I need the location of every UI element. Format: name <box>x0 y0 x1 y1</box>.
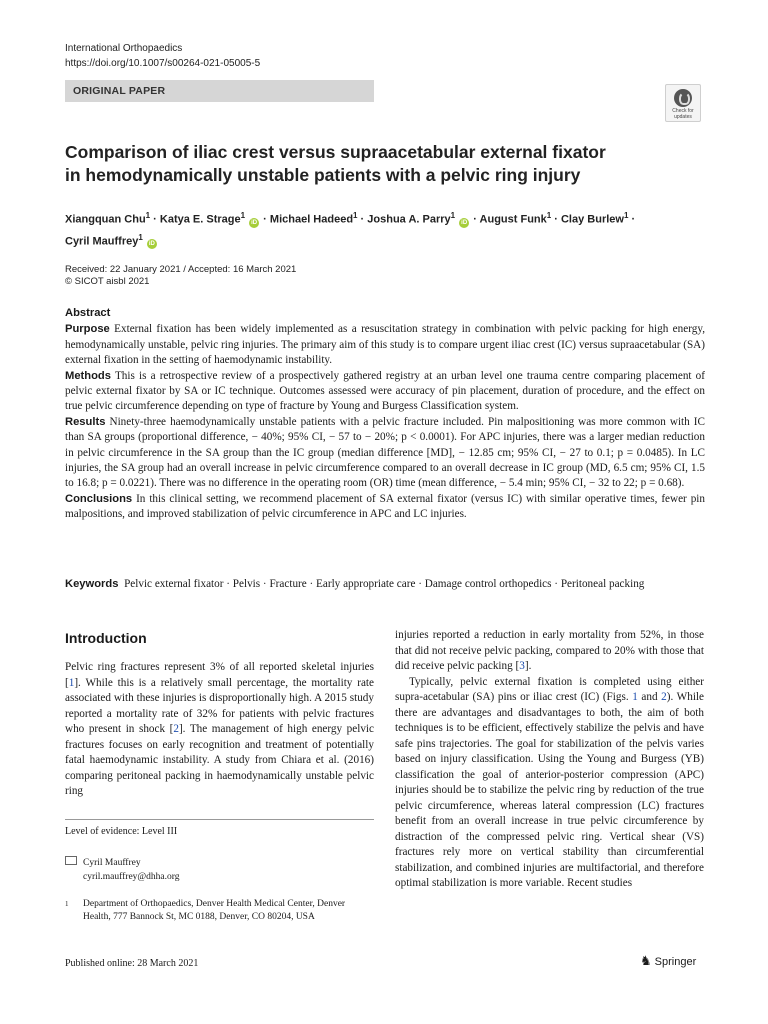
copyright-notice: © SICOT aisbl 2021 <box>65 276 150 287</box>
corresponding-email[interactable]: cyril.mauffrey@dhha.org <box>83 872 180 882</box>
journal-header <box>65 41 260 71</box>
published-online-date: Published online: 28 March 2021 <box>65 958 199 969</box>
abstract-methods <box>65 369 705 415</box>
left-column-text <box>65 660 374 800</box>
affiliation-footnote <box>65 898 374 923</box>
check-for-updates-badge[interactable] <box>665 84 701 122</box>
orcid-icon[interactable]: iD <box>251 219 258 226</box>
paper-type-banner: ORIGINAL PAPER <box>65 80 374 102</box>
conclusions-label: Conclusions <box>65 492 133 505</box>
results-text: Ninety-three haemodynamically unstable patients with a pelvic fracture included. Pin malpositioning was more common with IC than SA groups (proportional difference, − 40%; 95% CI, − 57 to − 20%; p < 0.0001). For APC injuries, there was a larger median reduction in pelvic circumference in the SA group than the IC group (median difference [MD], − 12.85 cm; 95% CI, − 27 to 0.1; p = 0.0485). In LC injuries, the SA group had an overall increase in pelvic circumference compared to an overall decrease in IC group (MD, 6.5 cm; 95% CI, 1.5 to 16.8; p = 0.0221). There was no difference in the operating room (OR) time (mean difference, − 5.4 min; 95% CI, − 32 to 22; p = 0.68). <box>65 415 705 490</box>
author-list: Xiangquan Chu$^1$ · Katya E. Strage$^1$ iD · Michael Hadeed$^1$ · Joshua A. Parry$^1$ iD · August Funk$^1$ · Clay Burlew$^1$ · Cyril Mauffrey$^1$ iD <box>65 211 636 248</box>
intro-paragraph <box>395 675 704 892</box>
level-of-evidence: Level of evidence: Level III <box>65 826 178 837</box>
abstract-purpose <box>65 322 705 368</box>
figure-link[interactable]: 2 <box>661 691 667 703</box>
conclusions-text: In this clinical setting, we recommend placement of SA external fixator (versus IC) with similar operative times, fewer pin malpositions, and improved stabilization of pelvic circumference in APC and LC injuries. <box>65 492 706 521</box>
author-affiliation: 1 <box>546 211 552 220</box>
methods-text: This is a retrospective review of a prospectively gathered registry at an urban level one trauma centre comparing placement of pelvic external fixator by SA or IC technique. Outcomes assessed were accuracy of pin placement, duration of procedure, and the effect on true pelvic circumference depending on type of fracture by Young and Burgess Classification system. <box>65 369 705 413</box>
intro-paragraph <box>395 628 704 675</box>
abstract-heading: Abstract <box>65 307 111 319</box>
right-column-text <box>395 628 704 892</box>
author-affiliation: 1 <box>623 211 629 220</box>
text-run: ]. <box>524 660 532 672</box>
abstract-results <box>65 415 705 492</box>
reference-link[interactable]: 1 <box>68 676 75 689</box>
envelope-icon <box>65 856 77 865</box>
author-name[interactable]: Cyril Mauffrey <box>65 235 139 248</box>
publisher-name: Springer <box>654 956 697 968</box>
keywords-text: Pelvic external fixator · Pelvis · Fracture · Early appropriate care · Damage control orthopedics · Peritoneal packing <box>124 578 645 590</box>
title-line-2: in hemodynamically unstable patients with a pelvic ring injury <box>65 165 581 185</box>
journal-name: International Orthopaedics <box>65 43 183 54</box>
author-name[interactable]: Katya E. Strage <box>159 213 241 226</box>
paper-title <box>65 141 705 187</box>
author-affiliation: 1 <box>145 211 151 220</box>
methods-label: Methods <box>65 369 111 382</box>
springer-horse-icon: ♞ <box>640 953 652 968</box>
abstract-conclusions <box>65 492 705 523</box>
results-label: Results <box>65 415 106 428</box>
text-run: ]. The management of high energy pelvic fractures focuses on early recognition and treatment of potentially fatal haemodynamic instability. A study from Chiara et al. (2016) comparing peritoneal packing in haemodynamically unstable pelvic ring <box>65 723 374 797</box>
author-affiliation: 1 <box>138 232 143 242</box>
check-updates-line2: updates <box>674 114 692 120</box>
keywords-label: Keywords <box>65 578 119 590</box>
check-updates-icon <box>674 89 692 107</box>
check-updates-line1: Check for <box>672 108 694 114</box>
author-affiliation: 1 <box>353 211 358 220</box>
purpose-label: Purpose <box>65 323 110 336</box>
author-affiliation: 1 <box>450 211 456 220</box>
author-name[interactable]: Xiangquan Chu <box>65 213 146 226</box>
orcid-icon[interactable]: iD <box>461 219 468 226</box>
text-run: Typically, pelvic external fixation is completed using either supra-acetabular (SA) pins or iliac crest (IC) (Figs. <box>395 675 704 703</box>
author-name[interactable]: Michael Hadeed <box>269 213 354 226</box>
introduction-heading: Introduction <box>65 630 147 646</box>
author-name[interactable]: Clay Burlew <box>560 213 624 226</box>
orcid-icon[interactable]: iD <box>148 241 155 248</box>
corresponding-name: Cyril Mauffrey <box>83 858 141 868</box>
author-name[interactable]: August Funk <box>479 213 547 226</box>
author-name[interactable]: Joshua A. Parry <box>367 213 451 226</box>
reference-link[interactable]: 3 <box>519 660 525 672</box>
text-run: and <box>637 691 662 703</box>
text-run: injuries reported a reduction in early mortality from 52%, in those that did not receive pelvic packing, compared to 20% with those that did receive pelvic packing [ <box>395 629 704 672</box>
received-accepted-dates: Received: 22 January 2021 / Accepted: 16 March 2021 <box>65 264 297 275</box>
reference-link[interactable]: 2 <box>173 723 179 735</box>
text-run: ). While there are advantages and disadvantages to both, the aim of both techniques is to be efficient, effectively stabilize the pelvis and have safe pins trajectories. The goal for stabilization of the pelvis varies based on injury classification. Using the Young and Burgess (YB) classification the goal of anterior-posterior compression (APC) injuries should be to stabilize the pelvic ring by reduction of the true pelvic circumference, whereas lateral compression (LC) fractures benefit from an overall increase in true pelvic circumference by distraction of the compressed pelvic ring. Vertical shear (VS) fractures rely more on vertical stability than circumferential stabilization, and combined injuries are multifactorial, and therefore optimal stabilization is more variable. Recent studies <box>395 691 705 889</box>
text-run: ]. While this is a relatively small percentage, the mortality rate associated with these injuries is disproportionally high. A 2015 study reported a mortality rate of 32% for patients with pelvic fractures who present in shock [ <box>65 676 374 735</box>
doi-link[interactable]: https://doi.org/10.1007/s00264-021-05005-5 <box>65 58 261 69</box>
text-run: Pelvic ring fractures represent 3% of all reported skeletal injuries [ <box>65 661 374 689</box>
publisher-logo <box>640 953 696 969</box>
affiliation-number: 1 <box>65 900 69 908</box>
figure-link[interactable]: 1 <box>632 691 638 703</box>
abstract-section <box>65 306 705 523</box>
author-affiliation: 1 <box>240 211 246 220</box>
article-dates <box>65 264 296 288</box>
corresponding-author <box>65 856 180 884</box>
footnote-divider <box>65 819 374 820</box>
affiliation-text: Department of Orthopaedics, Denver Health Medical Center, Denver Health, 777 Bannock St, MC 0188, Denver, CO 80204, USA <box>83 899 346 922</box>
title-line-1: Comparison of iliac crest versus supraacetabular external fixator <box>65 142 606 162</box>
purpose-text: External fixation has been widely implemented as a resuscitation strategy in combination with pelvic packing for high energy, hemodynamically unstable, pelvic ring injuries. The primary aim of this study is to compare urgent iliac crest (IC) versus supraacetabular (SA) external fixation in the setting of haemodynamic instability. <box>65 323 705 367</box>
keywords <box>65 577 725 592</box>
intro-paragraph <box>65 660 374 800</box>
